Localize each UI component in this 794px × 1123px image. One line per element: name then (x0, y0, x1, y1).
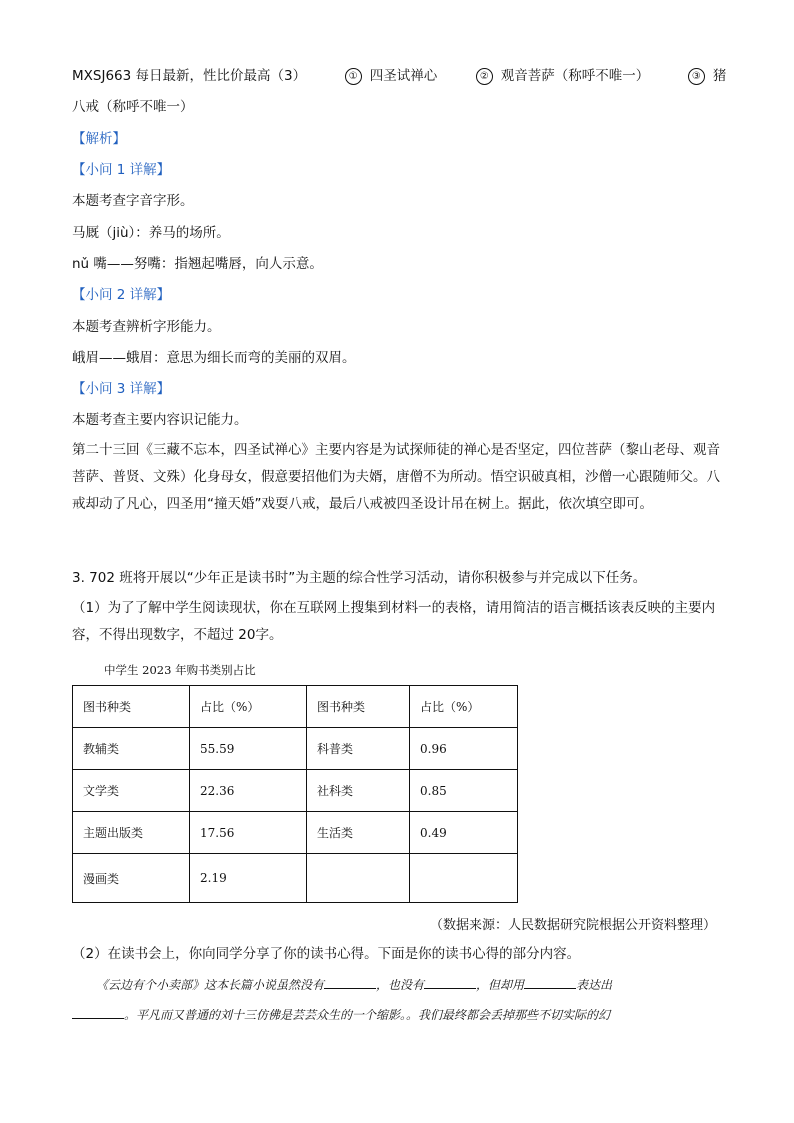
sub2-line-2: 峨眉——蛾眉：意思为细长而弯的美丽的双眉。 (72, 350, 356, 366)
sub1-line-2: 马厩（jiù）：养马的场所。 (72, 225, 230, 241)
book-category-table (72, 685, 518, 903)
fill-blank[interactable] (424, 976, 476, 989)
sub3-line-1: 本题考查主要内容识记能力。 (72, 412, 248, 428)
table-header-cell: 图书种类 (73, 686, 190, 728)
answer-line (72, 66, 726, 86)
table-row (73, 770, 518, 812)
table-cell: 22.36 (190, 770, 307, 812)
table-cell: 17.56 (190, 812, 307, 854)
sub3-header: 【小问 3 详解】 (72, 381, 171, 397)
table-row (73, 812, 518, 854)
answer-item-2: ② 观音菩萨（称呼不唯一） (476, 66, 650, 86)
answer-continuation: 八戒（称呼不唯一） (72, 99, 194, 115)
table-cell: 教辅类 (73, 728, 190, 770)
sub1-line-3: nǔ 嘴——努嘴：指翘起嘴唇，向人示意。 (72, 256, 323, 272)
fill-blank[interactable] (72, 1006, 124, 1019)
circled-number-3: ③ (688, 68, 705, 85)
table-cell: 2.19 (190, 854, 307, 903)
essay-excerpt: 《云边有个小卖部》这本长篇小说虽然没有 ，也没有 ，但却用 表达出 。平凡而又普通的刘十三仿佛是芸芸众生的一个缩影。。我们最终都会丢掉那些不切实际的幻 (72, 970, 722, 1030)
answer-item-3: ③ 猪 (688, 66, 727, 86)
table-cell: 0.96 (410, 728, 518, 770)
table-header-cell: 占比（%） (190, 686, 307, 728)
table-cell: 社科类 (307, 770, 410, 812)
sub3-paragraph: 第二十三回《三藏不忘本，四圣试禅心》主要内容是为试探师徒的禅心是否坚定，四位菩萨（黎山老母、观音菩萨、普贤、文殊）化身母女，假意要招他们为夫婿，唐僧不为所动。悟空识破真相，沙僧一心跟随师父。八戒却动了凡心，四圣用“撞天婚”戏耍八戒，最后八戒被四圣设计吊在树上。据此，依次填空即可。 (72, 442, 720, 512)
table-cell: 科普类 (307, 728, 410, 770)
table-cell (410, 854, 518, 903)
sub1-line-1: 本题考查字音字形。 (72, 193, 194, 209)
sub2-line-1: 本题考查辨析字形能力。 (72, 319, 221, 335)
data-source-note: （数据来源：人民数据研究院根据公开资料整理） (429, 918, 716, 933)
table-row (73, 728, 518, 770)
table-cell: 生活类 (307, 812, 410, 854)
circled-number-2: ② (476, 68, 493, 85)
sub1-header: 【小问 1 详解】 (72, 162, 171, 178)
table-cell: 漫画类 (73, 854, 190, 903)
answer-prefix: MXSJ663 每日最新，性比价最高（3） (72, 68, 307, 84)
table-cell: 主题出版类 (73, 812, 190, 854)
table-cell (307, 854, 410, 903)
table-row (73, 854, 518, 903)
table-cell: 0.85 (410, 770, 518, 812)
answer-item-1: ① 四圣试禅心 (345, 66, 438, 86)
table-header-cell: 图书种类 (307, 686, 410, 728)
analysis-header: 【解析】 (72, 131, 126, 147)
table-header-cell: 占比（%） (410, 686, 518, 728)
table-caption: 中学生 2023 年购书类别占比 (104, 663, 256, 677)
table-cell: 55.59 (190, 728, 307, 770)
fill-blank[interactable] (524, 976, 576, 989)
table-cell: 0.49 (410, 812, 518, 854)
circled-number-1: ① (345, 68, 362, 85)
q3-stem: 3. 702 班将开展以“少年正是读书时”为主题的综合性学习活动，请你积极参与并完成以下任务。 (72, 570, 647, 586)
sub2-header: 【小问 2 详解】 (72, 287, 171, 303)
q3-part2: （2）在读书会上，你向同学分享了你的读书心得。下面是你的读书心得的部分内容。 (72, 946, 581, 962)
fill-blank[interactable] (324, 976, 376, 989)
table-header-row (73, 686, 518, 728)
table-cell: 文学类 (73, 770, 190, 812)
q3-part1: （1）为了了解中学生阅读现状，你在互联网上搜集到材料一的表格，请用简洁的语言概括该表反映的主要内容，不得出现数字，不超过 20字。 (72, 600, 716, 643)
